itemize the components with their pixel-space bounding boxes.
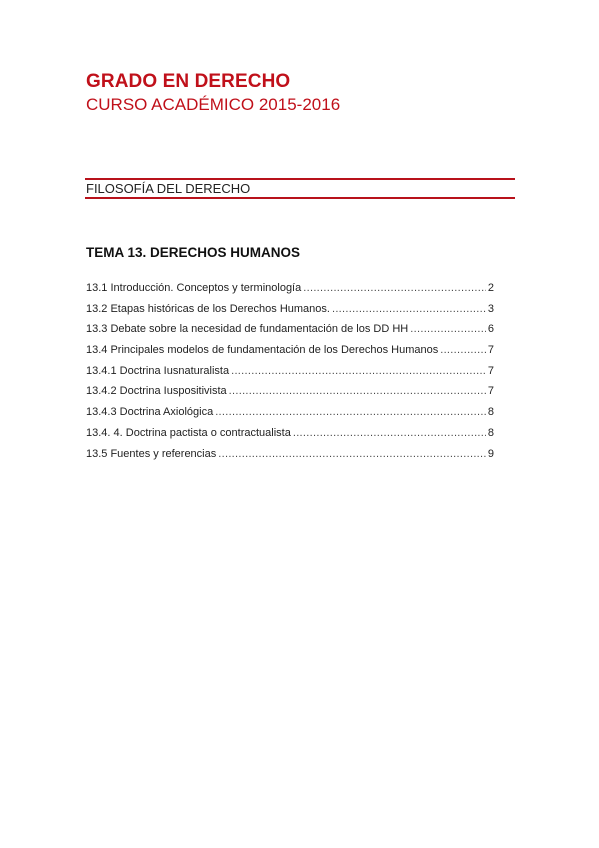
toc-entry-page: 3 <box>487 302 494 315</box>
toc-entry-page: 7 <box>487 385 494 398</box>
toc-entry-title: 13.5 Fuentes y referencias <box>86 447 217 460</box>
toc-leader-dots <box>293 427 486 439</box>
toc-entry-page: 7 <box>487 364 494 377</box>
toc-entry[interactable] <box>86 427 494 448</box>
toc-entry-page: 6 <box>487 323 494 336</box>
toc-leader-dots <box>229 385 486 397</box>
toc-entry-title: 13.2 Etapas históricas de los Derechos Humanos. <box>86 302 330 315</box>
table-of-contents <box>86 282 494 468</box>
toc-entry[interactable] <box>86 303 494 324</box>
academic-year-subtitle: CURSO ACADÉMICO 2015-2016 <box>86 95 341 114</box>
subject-heading: FILOSOFÍA DEL DERECHO <box>86 181 251 196</box>
toc-leader-dots <box>303 282 486 294</box>
toc-entry[interactable] <box>86 385 494 406</box>
toc-entry[interactable] <box>86 344 494 365</box>
toc-leader-dots <box>215 406 486 418</box>
toc-entry[interactable] <box>86 323 494 344</box>
toc-entry[interactable] <box>86 365 494 386</box>
toc-entry-title: 13.4.3 Doctrina Axiológica <box>86 406 214 419</box>
toc-entry-page: 9 <box>487 447 494 460</box>
toc-entry-page: 8 <box>487 406 494 419</box>
toc-leader-dots <box>218 448 486 460</box>
toc-entry-title: 13.4. 4. Doctrina pactista o contractualista <box>86 426 291 439</box>
toc-entry-title: 13.4.2 Doctrina Iuspositivista <box>86 385 227 398</box>
toc-entry[interactable] <box>86 448 494 469</box>
toc-entry-title: 13.4.1 Doctrina Iusnaturalista <box>86 364 230 377</box>
toc-leader-dots <box>231 365 486 377</box>
degree-title: GRADO EN DERECHO <box>86 71 291 92</box>
toc-entry-title: 13.3 Debate sobre la necesidad de fundamentación de los DD HH <box>86 323 409 336</box>
toc-entry-page: 8 <box>487 426 494 439</box>
toc-leader-dots <box>440 344 486 356</box>
toc-entry[interactable] <box>86 282 494 303</box>
toc-leader-dots <box>410 323 486 335</box>
toc-entry-title: 13.1 Introducción. Conceptos y terminología <box>86 282 302 294</box>
topic-heading: TEMA 13. DERECHOS HUMANOS <box>86 245 301 260</box>
toc-entry-title: 13.4 Principales modelos de fundamentación de los Derechos Humanos <box>86 344 439 357</box>
toc-leader-dots <box>332 303 486 315</box>
subject-rule-bottom <box>85 197 515 199</box>
toc-entry-page: 2 <box>487 282 494 294</box>
subject-rule-top <box>85 178 515 180</box>
toc-entry-page: 7 <box>487 344 494 357</box>
toc-entry[interactable] <box>86 406 494 427</box>
